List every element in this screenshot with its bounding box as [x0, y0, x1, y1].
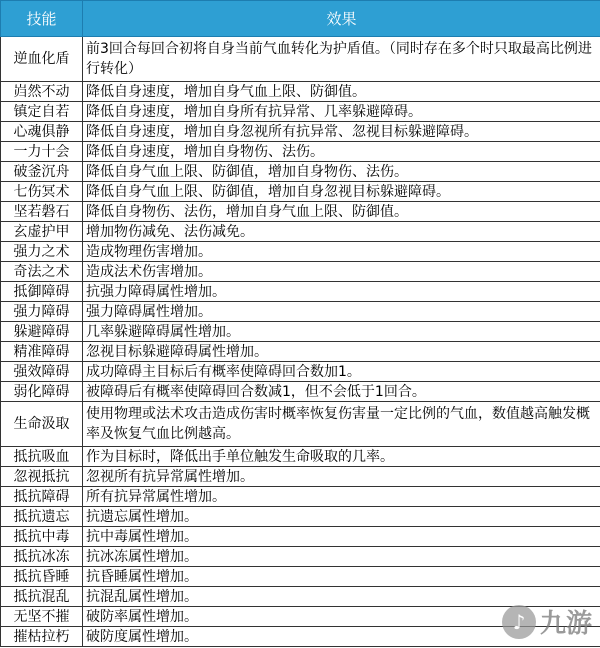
- table-row: [1, 322, 600, 342]
- skill-effect-cell: 增加物伤减免、法伤减免。: [83, 222, 600, 242]
- skill-name-cell: 心魂俱静: [1, 122, 83, 142]
- skill-effect-cell: 降低自身气血上限、防御值，增加自身忽视目标躲避障碍。: [83, 182, 600, 202]
- skill-effect-cell: 抗遗忘属性增加。: [83, 507, 600, 527]
- table-row: [1, 402, 600, 447]
- table-row: [1, 627, 600, 647]
- skill-effect-cell: 抗中毒属性增加。: [83, 527, 600, 547]
- header-effect: 效果: [83, 1, 600, 37]
- skill-name-cell: 弱化障碍: [1, 382, 83, 402]
- table-row: [1, 82, 600, 102]
- table-row: [1, 282, 600, 302]
- skill-name-cell: 抵抗障碍: [1, 487, 83, 507]
- skill-name-cell: 七伤冥术: [1, 182, 83, 202]
- table-row: [1, 382, 600, 402]
- skill-name-cell: 抵抗混乱: [1, 587, 83, 607]
- skill-effect-cell: 前3回合每回合初将自身当前气血转化为护盾值。（同时存在多个时只取最高比例进行转化）: [83, 37, 600, 82]
- skill-effect-cell: 作为目标时，降低出手单位触发生命吸取的几率。: [83, 447, 600, 467]
- skill-name-cell: 抵抗中毒: [1, 527, 83, 547]
- table-row: [1, 487, 600, 507]
- skill-effect-cell: 破防度属性增加。: [83, 627, 600, 647]
- table-row: [1, 262, 600, 282]
- watermark-text: 九游: [539, 609, 592, 639]
- table-row: [1, 242, 600, 262]
- table-row: [1, 362, 600, 382]
- table-row: [1, 122, 600, 142]
- skill-effect-cell: 破防率属性增加。: [83, 607, 600, 627]
- skill-name-cell: 强效障碍: [1, 362, 83, 382]
- skill-name-cell: 抵抗吸血: [1, 447, 83, 467]
- skill-effect-cell: 强力障碍属性增加。: [83, 302, 600, 322]
- skill-effect-cell: 被障碍后有概率使障碍回合数减1，但不会低于1回合。: [83, 382, 600, 402]
- table-row: [1, 102, 600, 122]
- table-body: [1, 37, 600, 647]
- skill-effect-cell: 降低自身速度，增加自身忽视所有抗异常、忽视目标躲避障碍。: [83, 122, 600, 142]
- skill-effect-cell: 降低自身物伤、法伤，增加自身气血上限、防御值。: [83, 202, 600, 222]
- table-row: [1, 162, 600, 182]
- skill-effect-cell: 忽视目标躲避障碍属性增加。: [83, 342, 600, 362]
- table-row: [1, 142, 600, 162]
- skill-name-cell: 坚若磐石: [1, 202, 83, 222]
- skill-effect-cell: 成功障碍主目标后有概率使障碍回合数加1。: [83, 362, 600, 382]
- skill-name-cell: 摧枯拉朽: [1, 627, 83, 647]
- skill-effect-cell: 抗冰冻属性增加。: [83, 547, 600, 567]
- skill-effect-cell: 使用物理或法术攻击造成伤害时概率恢复伤害量一定比例的气血，数值越高触发概率及恢复气血比例越高。: [83, 402, 600, 447]
- skill-name-cell: 精准障碍: [1, 342, 83, 362]
- table-row: [1, 302, 600, 322]
- table-row: [1, 567, 600, 587]
- table-header-row: [1, 1, 600, 37]
- skill-effect-cell: 造成物理伤害增加。: [83, 242, 600, 262]
- skill-name-cell: 强力之术: [1, 242, 83, 262]
- table-row: [1, 507, 600, 527]
- skill-name-cell: 无坚不摧: [1, 607, 83, 627]
- table-row: [1, 447, 600, 467]
- skill-effect-cell: 降低自身速度，增加自身所有抗异常、几率躲避障碍。: [83, 102, 600, 122]
- skill-name-cell: 生命汲取: [1, 402, 83, 447]
- skill-effect-cell: 抗混乱属性增加。: [83, 587, 600, 607]
- skill-effect-cell: 降低自身速度，增加自身物伤、法伤。: [83, 142, 600, 162]
- table-row: [1, 202, 600, 222]
- skill-effect-cell: 造成法术伤害增加。: [83, 262, 600, 282]
- header-skill: 技能: [1, 1, 83, 37]
- skill-name-cell: 逆血化盾: [1, 37, 83, 82]
- skill-name-cell: 忽视抵抗: [1, 467, 83, 487]
- table-row: [1, 222, 600, 242]
- skill-effect-cell: 所有抗异常属性增加。: [83, 487, 600, 507]
- skill-effect-cell: 抗昏睡属性增加。: [83, 567, 600, 587]
- skill-effect-cell: 忽视所有抗异常属性增加。: [83, 467, 600, 487]
- skill-name-cell: 破釜沉舟: [1, 162, 83, 182]
- skill-effect-cell: 几率躲避障碍属性增加。: [83, 322, 600, 342]
- skill-name-cell: 强力障碍: [1, 302, 83, 322]
- skill-name-cell: 玄虚护甲: [1, 222, 83, 242]
- skill-name-cell: 抵御障碍: [1, 282, 83, 302]
- table-row: [1, 547, 600, 567]
- table-row: [1, 527, 600, 547]
- skill-name-cell: 一力十会: [1, 142, 83, 162]
- table-row: [1, 37, 600, 82]
- skill-name-cell: 奇法之术: [1, 262, 83, 282]
- skill-name-cell: 抵抗遗忘: [1, 507, 83, 527]
- table-row: [1, 342, 600, 362]
- skill-name-cell: 岿然不动: [1, 82, 83, 102]
- table-row: [1, 467, 600, 487]
- table-row: [1, 607, 600, 627]
- table-row: [1, 587, 600, 607]
- skill-name-cell: 镇定自若: [1, 102, 83, 122]
- skill-name-cell: 抵抗昏睡: [1, 567, 83, 587]
- skill-name-cell: 躲避障碍: [1, 322, 83, 342]
- skill-name-cell: 抵抗冰冻: [1, 547, 83, 567]
- table-row: [1, 182, 600, 202]
- nine-game-logo-icon: ♪: [502, 605, 536, 639]
- skill-effect-cell: 降低自身气血上限、防御值，增加自身物伤、法伤。: [83, 162, 600, 182]
- skill-effect-cell: 降低自身速度，增加自身气血上限、防御值。: [83, 82, 600, 102]
- skill-effect-cell: 抗强力障碍属性增加。: [83, 282, 600, 302]
